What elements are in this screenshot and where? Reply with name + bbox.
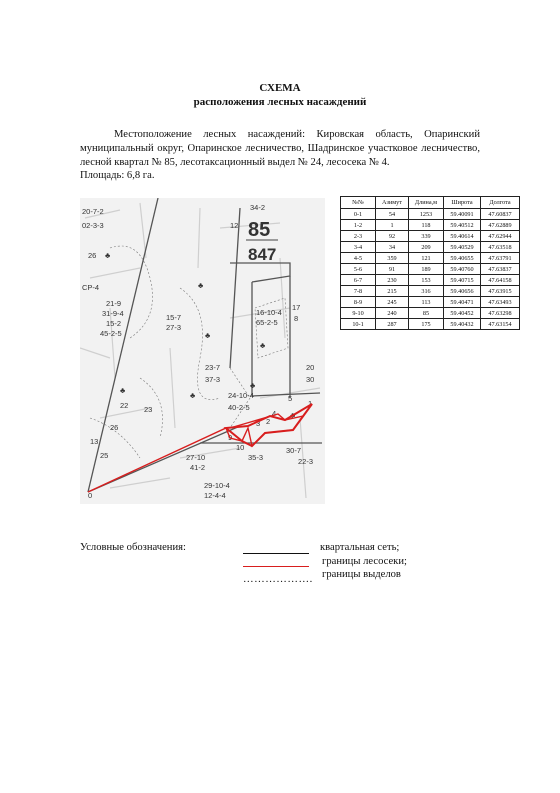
map-label: 30-7: [286, 446, 302, 455]
svg-text:♣: ♣: [260, 341, 266, 350]
table-cell: 153: [409, 275, 444, 286]
map-label: 12-4-4: [204, 491, 226, 500]
table-cell: 2-3: [341, 231, 376, 242]
table-cell: 245: [376, 297, 409, 308]
legend-allotment-dots-symbol: ……………….: [243, 574, 313, 585]
table-cell: 59.40452: [444, 308, 481, 319]
table-cell: 6-7: [341, 275, 376, 286]
map-label: 4: [272, 409, 277, 418]
table-cell: 59.40715: [444, 275, 481, 286]
table-cell: 4-5: [341, 253, 376, 264]
svg-text:♣: ♣: [198, 281, 204, 290]
legend-quarter-network-label: квартальная сеть;: [320, 542, 400, 553]
table-cell: 359: [376, 253, 409, 264]
table-cell: 54: [376, 209, 409, 220]
map-label: 27-3: [166, 323, 182, 332]
col-header: Азимут: [376, 197, 409, 209]
table-cell: 209: [409, 242, 444, 253]
forest-plot-map: [80, 198, 325, 504]
map-label: 02-3-3: [82, 221, 104, 230]
map-label: 0: [88, 491, 93, 500]
svg-text:♣: ♣: [105, 251, 111, 260]
map-label: 5: [288, 394, 293, 403]
map-label: 23: [144, 405, 153, 414]
table-cell: 47.60837: [481, 209, 520, 220]
table-cell: 47.62889: [481, 220, 520, 231]
map-label: 10: [236, 443, 245, 452]
table-cell: 59.40614: [444, 231, 481, 242]
legend-allotment-boundary-label: границы выделов: [322, 569, 401, 580]
table-cell: 1253: [409, 209, 444, 220]
table-row: [341, 209, 520, 220]
table-cell: 47.64158: [481, 275, 520, 286]
svg-text:♣: ♣: [250, 381, 256, 390]
table-cell: 59.40471: [444, 297, 481, 308]
map-label: 37-3: [205, 375, 221, 384]
table-cell: 240: [376, 308, 409, 319]
table-cell: 47.63298: [481, 308, 520, 319]
area-text: Площадь: 6,8 га.: [80, 170, 155, 181]
map-label: 29-10-4: [204, 481, 230, 490]
table-row: [341, 286, 520, 297]
table-cell: 10-1: [341, 319, 376, 330]
col-header: Широта: [444, 197, 481, 209]
table-cell: 47.63837: [481, 264, 520, 275]
table-row: [341, 264, 520, 275]
col-header: Долгота: [481, 197, 520, 209]
map-label: 26: [110, 423, 119, 432]
map-label: 13: [90, 437, 99, 446]
coordinates-table: [340, 196, 520, 330]
table-cell: 113: [409, 297, 444, 308]
map-label: 41-2: [190, 463, 206, 472]
map-label: 15-7: [166, 313, 182, 322]
map-label: 20-7-2: [82, 207, 104, 216]
table-cell: 59.40091: [444, 209, 481, 220]
map-label: 24-10-4: [228, 391, 254, 400]
col-header: Длина,м: [409, 197, 444, 209]
map-label: 30: [306, 375, 315, 384]
quarter-area: 847: [248, 245, 277, 264]
table-cell: 0-1: [341, 209, 376, 220]
map-label: 2: [266, 417, 271, 426]
table-cell: 189: [409, 264, 444, 275]
table-cell: 5-6: [341, 264, 376, 275]
svg-text:♣: ♣: [290, 411, 296, 420]
table-cell: 316: [409, 286, 444, 297]
table-cell: 47.63518: [481, 242, 520, 253]
map-label: 23-7: [205, 363, 221, 372]
map-label: 65-2-5: [256, 318, 278, 327]
table-row: [341, 242, 520, 253]
table-cell: 7-8: [341, 286, 376, 297]
table-cell: 1: [376, 220, 409, 231]
map-label: CP-4: [82, 283, 100, 292]
table-cell: 118: [409, 220, 444, 231]
table-cell: 8-9: [341, 297, 376, 308]
table-row: [341, 308, 520, 319]
table-cell: 59.40760: [444, 264, 481, 275]
table-row: [341, 275, 520, 286]
legend-title: Условные обозначения:: [80, 542, 186, 553]
table-cell: 59.40432: [444, 319, 481, 330]
svg-text:♣: ♣: [190, 391, 196, 400]
table-header-row: [341, 197, 520, 209]
table-cell: 85: [409, 308, 444, 319]
map-label: 27-10: [186, 453, 206, 462]
map-label: 22-3: [298, 457, 314, 466]
map-label: 16-10-4: [256, 308, 282, 317]
table-cell: 175: [409, 319, 444, 330]
table-cell: 59.40655: [444, 253, 481, 264]
table-row: [341, 319, 520, 330]
map-label: 12: [230, 221, 239, 230]
table-cell: 230: [376, 275, 409, 286]
map-label: 8: [294, 314, 299, 323]
table-cell: 1-2: [341, 220, 376, 231]
map-label: 22: [120, 401, 129, 410]
svg-text:♣: ♣: [205, 331, 211, 340]
table-row: [341, 231, 520, 242]
col-header: №№: [341, 197, 376, 209]
map-label: 25: [100, 451, 109, 460]
legend-quarter-line-symbol: [243, 553, 309, 554]
table-cell: 47.63915: [481, 286, 520, 297]
table-row: [341, 253, 520, 264]
table-row: [341, 220, 520, 231]
table-cell: 121: [409, 253, 444, 264]
table-cell: 3-4: [341, 242, 376, 253]
quarter-number: 85: [248, 219, 271, 241]
map-label: 3: [256, 419, 261, 428]
map-label: 40-2-5: [228, 403, 250, 412]
map-label: 35-3: [248, 453, 264, 462]
table-cell: 59.40512: [444, 220, 481, 231]
page-subtitle: расположения лесных насаждений: [193, 96, 367, 108]
map-label: 1: [308, 399, 313, 408]
page-title: СХЕМА: [259, 82, 301, 94]
table-cell: 59.40656: [444, 286, 481, 297]
map-label: 34-2: [250, 203, 266, 212]
svg-text:♣: ♣: [120, 386, 126, 395]
table-row: [341, 297, 520, 308]
map-label: 21-9: [106, 299, 122, 308]
table-cell: 215: [376, 286, 409, 297]
table-cell: 59.40529: [444, 242, 481, 253]
table-cell: 47.63493: [481, 297, 520, 308]
map-label: 9: [228, 433, 233, 442]
location-description: Местоположение лесных насаждений: Кировская область, Опаринский муниципальный округ, Опаринское лесничество, Шадринское участковое лесничество, лесной квартал № 85, лесотаксационный выдел № 24, лесосека № 4.: [80, 129, 480, 168]
table-cell: 34: [376, 242, 409, 253]
table-cell: 47.63154: [481, 319, 520, 330]
table-cell: 47.62944: [481, 231, 520, 242]
table-cell: 92: [376, 231, 409, 242]
map-label: 26: [88, 251, 97, 260]
table-cell: 47.63791: [481, 253, 520, 264]
map-label: 20: [306, 363, 315, 372]
table-cell: 287: [376, 319, 409, 330]
map-label: 17: [292, 303, 301, 312]
table-cell: 9-10: [341, 308, 376, 319]
table-cell: 339: [409, 231, 444, 242]
legend-cutting-boundary-symbol: [243, 566, 309, 567]
map-label: 31-9-4: [102, 309, 124, 318]
map-label: 15-2: [106, 319, 122, 328]
map-label: 45-2-5: [100, 329, 122, 338]
legend-cutting-boundary-label: границы лесосеки;: [322, 556, 407, 567]
table-cell: 91: [376, 264, 409, 275]
